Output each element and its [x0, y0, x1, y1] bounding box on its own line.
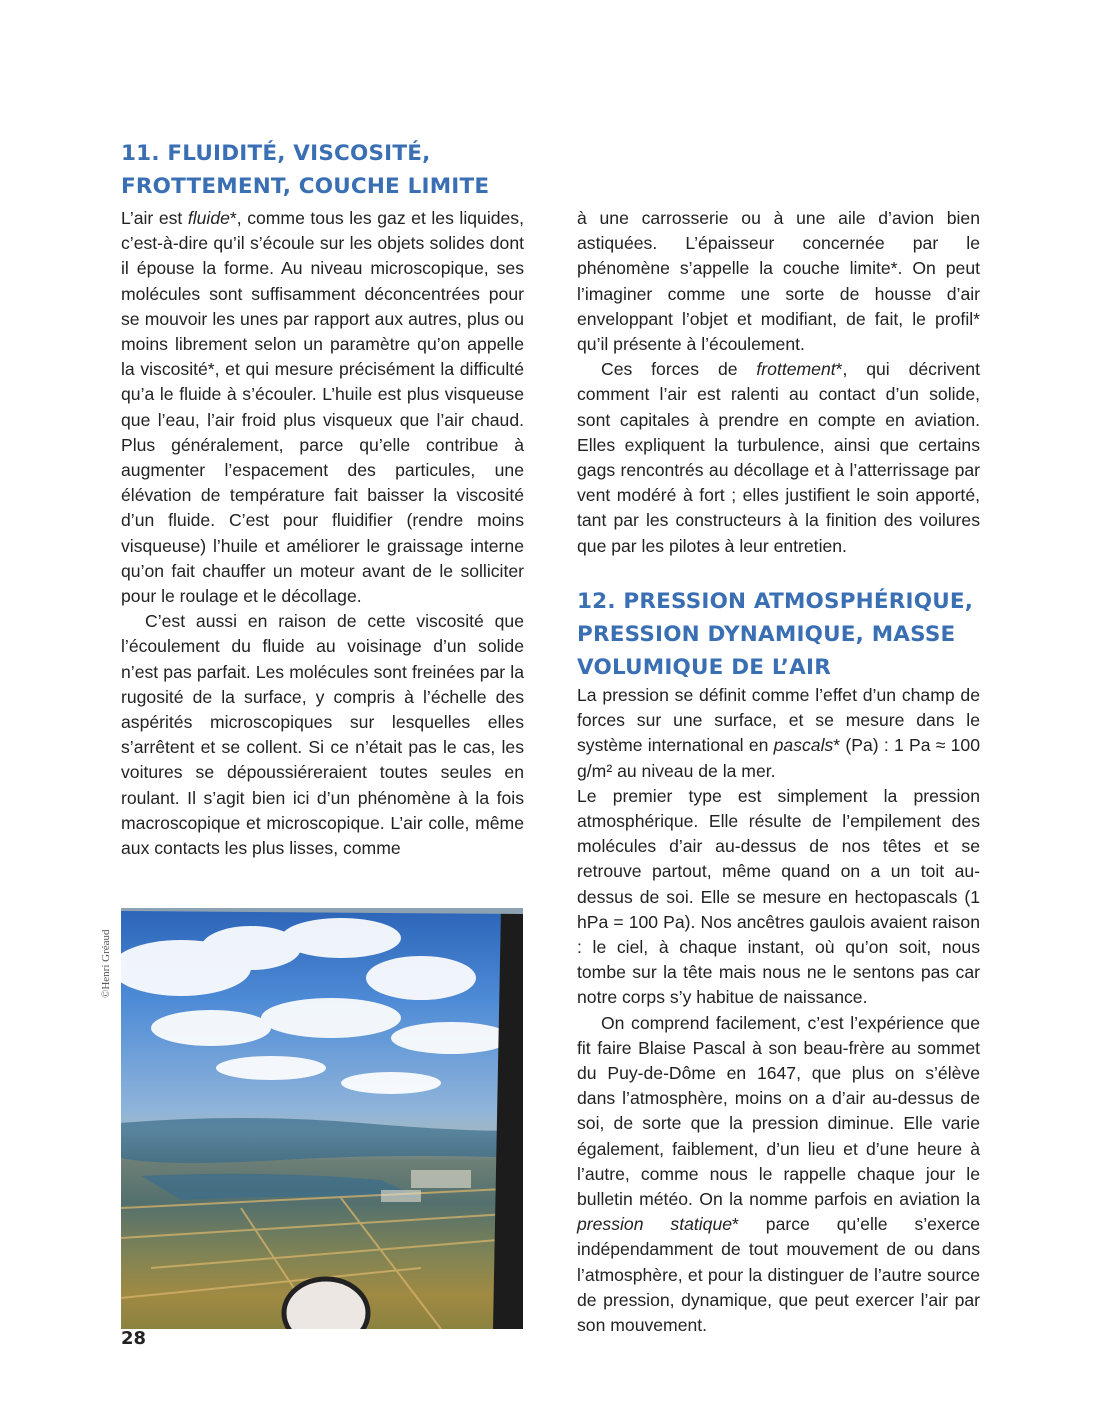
aerial-landscape-illustration: [121, 908, 523, 1329]
text-run: On comprend facilement, c’est l’expérience que fit faire Blaise Pascal à son beau-frère au sommet du Puy-de-Dôme en 1647, que plus on s’élève dans l’atmosphère, moins on a d’air au-dessus de soi, de sorte que la pression diminue. Elle varie également, faiblement, d’un lieu et d’une heure à l’autre, comme nous le rappelle chaque jour le bulletin météo. On la nomme parfois en aviation la: [577, 1012, 980, 1210]
page-number: 28: [121, 1328, 147, 1349]
text-run: Ces forces de: [601, 359, 757, 380]
text-run: La pression se définit comme l’effet d’un champ de forces sur une surface, et se mesure dans le système international en: [577, 685, 980, 756]
section-12-paragraph-1: [577, 683, 980, 784]
section-12-title-line-1: 12. PRESSION ATMOSPHÉRIQUE,: [577, 589, 974, 614]
emphasis: pascals: [773, 735, 834, 756]
section-11-paragraph-2-continued: à une carrosserie ou à une aile d’avion bien astiquées. L’épaisseur concernée par le phénomène s’appelle la couche limite*. On peut l’imaginer comme une sorte de housse d’air enveloppant l’objet et modifiant, de fait, le profil* qu’il présente à l’écoulement.: [577, 208, 980, 355]
emphasis: frottement: [756, 359, 836, 380]
section-12-heading: [577, 585, 997, 684]
text-run: *, qui décrivent comment l’air est ralenti au contact d’un solide, sont capitales à prendre en compte en aviation. Elles expliquent la turbulence, ainsi que certains gags rencontrés au décollage et à l’atterrissage par vent modéré à fort ; elles justifient le soin apporté, tant par les constructeurs à la finition des voilures que par les pilotes à leur entretien.: [577, 359, 980, 556]
aerial-photo: [121, 908, 523, 1329]
text-run: L’air est: [121, 208, 188, 228]
photo-credit: ©Henri Gréaud: [100, 929, 112, 998]
section-12-title-line-3: VOLUMIQUE DE L’AIR: [577, 655, 831, 680]
section-11-title-line-2: FROTTEMENT, COUCHE LIMITE: [121, 174, 490, 199]
text-run: * (Pa) : 1 Pa ≈ 100 g/m² au niveau de la mer.: [577, 735, 980, 781]
left-column-text: [121, 206, 524, 861]
section-12-paragraph-2: Le premier type est simplement la pression atmosphérique. Elle résulte de l’empilement des molécules d’air au-dessus de nos têtes et se retrouve partout, même quand on a un toit au-dessus de soi. Elle se mesure en hectopascals (1 hPa = 100 Pa). Nos ancêtres gaulois avaient raison : le ciel, à chaque instant, où qu’on soit, nous tombe sur la tête mais nous ne le sentons pas car notre corps s’y habitue de naissance.: [577, 785, 980, 1008]
emphasis: fluide: [187, 208, 230, 228]
section-12-title-line-2: PRESSION DYNAMIQUE, MASSE: [577, 622, 956, 647]
text-run: * parce qu’elle s’exerce indépendamment de tout mouvement de ou dans l’atmosphère, et pour la distinguer de l’autre source de pression, dynamique, que peut exercer l’air par son mouvement.: [577, 1214, 980, 1336]
right-column-text-bottom: [577, 683, 980, 1338]
section-12-paragraph-3: [577, 1011, 980, 1339]
section-11-paragraph-2: C’est aussi en raison de cette viscosité que l’écoulement du fluide au voisinage d’un solide n’est pas parfait. Les molécules sont freinées par la rugosité de la surface, y compris à l’échelle des aspérités microscopiques sur lesquelles elles s’arrêtent et se collent. Si ce n’était pas le cas, les voitures se dépoussiéreraient toutes seules en roulant. Il s’agit bien ici d’un phénomène à la fois macroscopique et microscopique. L’air colle, même aux contacts les plus lisses, comme: [121, 611, 524, 859]
section-11-title-line-1: 11. FLUIDITÉ, VISCOSITÉ,: [121, 141, 431, 166]
text-run: *, comme tous les gaz et les liquides, c’est-à-dire qu’il s’écoule sur les objets solides dont il épouse la forme. Au niveau microscopique, ses molécules sont suffisamment déconcentrées pour se mouvoir les unes par rapport aux autres, plus ou moins librement selon un paramètre qu’on appelle la viscosité*, et qui mesure précisément la difficulté qu’a le fluide à s’écouler. L’huile est plus visqueuse que l’eau, l’air froid plus visqueux que l’air chaud. Plus généralement, parce qu’elle contribue à augmenter l’espacement des particules, une élévation de température fait baisser la viscosité d’un fluide. C’est pour fluidifier (rendre moins visqueuse) l’huile et améliorer le graissage interne qu’on fait chauffer un moteur avant de le solliciter pour le roulage et le décollage.: [121, 208, 524, 607]
section-11-heading: [121, 137, 541, 203]
right-column-text-top: [577, 206, 980, 559]
emphasis: pression statique: [577, 1214, 733, 1235]
section-11-paragraph-1: [121, 206, 524, 609]
section-11-paragraph-3: [577, 357, 980, 559]
